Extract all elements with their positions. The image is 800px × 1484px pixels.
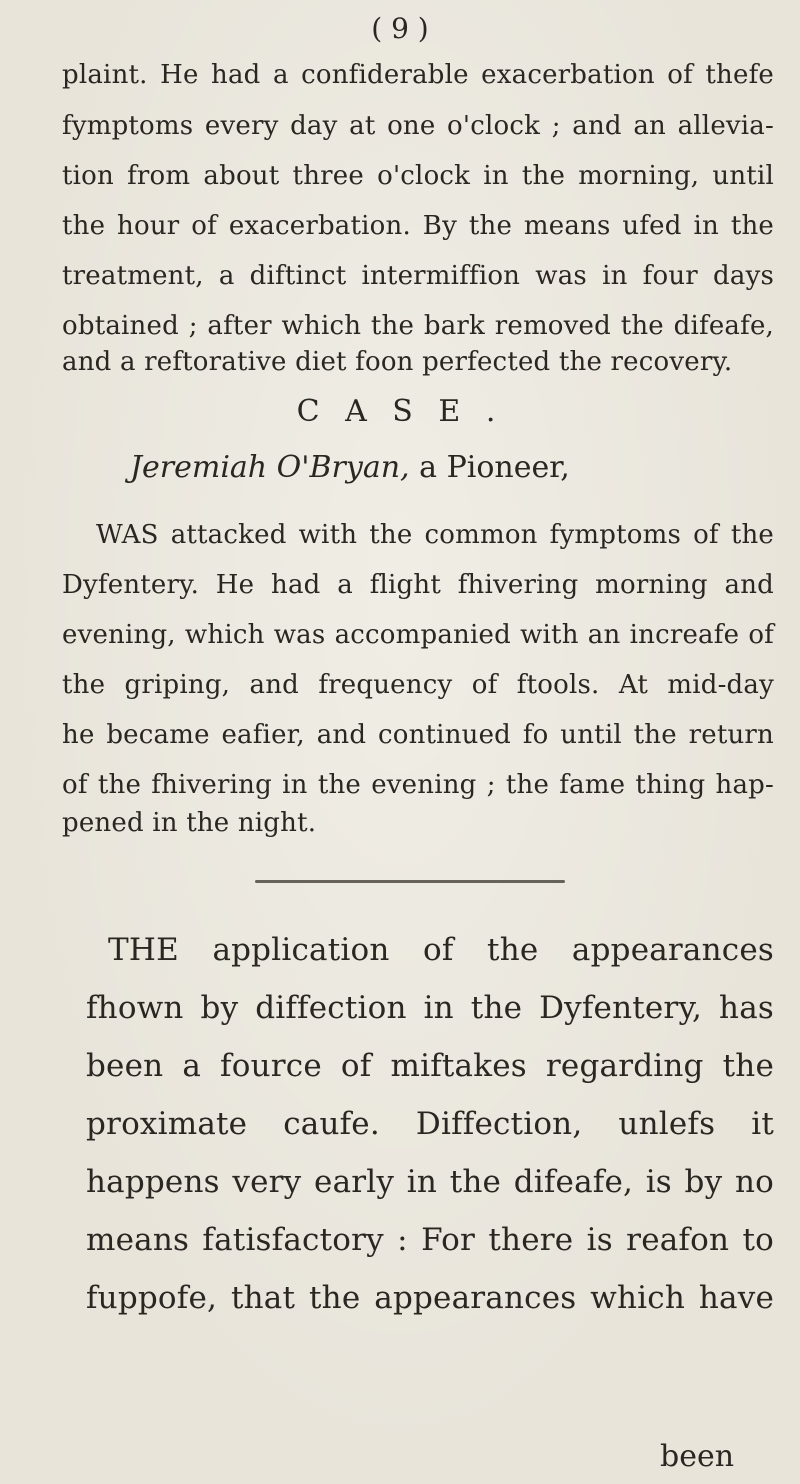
case-heading: C A S E .	[296, 394, 504, 429]
paragraph-2-line: pened in the night.	[62, 808, 317, 838]
paragraph-1-line: treatment, a diftinct intermiffion was in four days	[62, 261, 774, 291]
paragraph-3-line: fhown by diffection in the Dyfentery, has	[86, 990, 774, 1026]
page-number: ( 9 )	[371, 12, 429, 45]
paragraph-3-line: happens very early in the difeafe, is by no	[86, 1164, 774, 1200]
paragraph-1-line: the hour of exacerbation. By the means ufed in the	[62, 211, 774, 241]
paragraph-2-line: Dyfentery. He had a flight fhivering morning and	[62, 570, 774, 600]
paragraph-1-line: plaint. He had a confiderable exacerbation of thefe	[62, 60, 774, 90]
patient-role: a Pioneer,	[419, 450, 570, 485]
catchword: been	[660, 1439, 735, 1474]
paragraph-3-line: means fatisfactory : For there is reafon to	[86, 1222, 774, 1258]
paragraph-2-line: the griping, and frequency of ftools. At mid-day	[62, 670, 774, 700]
paragraph-2-line: he became eafier, and continued fo until the return	[62, 720, 774, 750]
paragraph-2-line: of the fhivering in the evening ; the fame thing hap-	[62, 770, 774, 800]
paragraph-3-line: been a fource of miftakes regarding the	[86, 1048, 774, 1084]
case-subtitle	[130, 450, 690, 486]
paragraph-3-line: fuppofe, that the appearances which have	[86, 1280, 774, 1316]
section-divider	[255, 880, 565, 883]
paragraph-2-line: WAS attacked with the common fymptoms of the	[96, 520, 774, 550]
paragraph-1-line: fymptoms every day at one o'clock ; and an allevia-	[62, 111, 774, 141]
paragraph-1-line: obtained ; after which the bark removed the difeafe,	[62, 311, 774, 341]
patient-name: Jeremiah O'Bryan,	[130, 450, 410, 485]
paragraph-1-line: and a reftorative diet foon perfected the recovery.	[62, 347, 733, 377]
paragraph-3-line: proximate caufe. Diffection, unlefs it	[86, 1106, 774, 1142]
paragraph-2-line: evening, which was accompanied with an increafe of	[62, 620, 774, 650]
paragraph-3-line: THE application of the appearances	[108, 932, 774, 968]
paragraph-1-line: tion from about three o'clock in the morning, until	[62, 161, 774, 191]
